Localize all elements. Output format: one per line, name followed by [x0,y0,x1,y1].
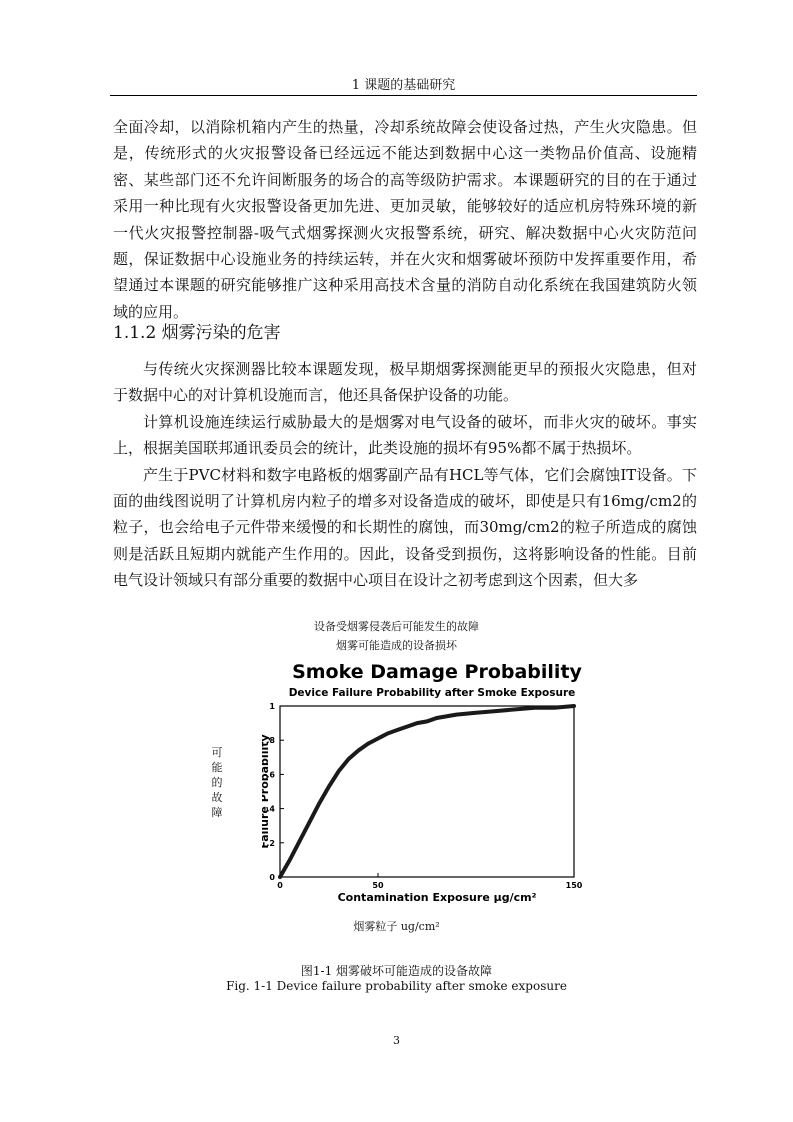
x-axis-ticks [277,873,583,890]
page-number: 3 [393,1034,400,1047]
figure-caption-en: Fig. 1-1 Device failure probability after smoke exposure [226,979,567,993]
y-tick-label: .2 [266,838,275,848]
x-axis-label: Contamination Exposure µg/cm² [337,891,537,904]
figure-caption-number-cn: 图1-1 烟雾破坏可能造成的设备故障 [300,964,493,978]
figure-caption-cn-2: 烟雾可能造成的设备损坏 [336,639,457,652]
chart-title: Smoke Damage Probability [292,661,582,683]
paragraph-1 [113,114,697,325]
paragraph-4: 产生于PVC材料和数字电路板的烟雾副产品有HCL等气体，它们会腐蚀IT设备。下面的曲线图说明了计算机房内粒子的增多对设备造成的破坏，即使是只有16mg/cm2的粒子，也会给电子元件带来缓慢的和长期性的腐蚀，而30mg/cm2的粒子所造成的腐蚀则是活跃且短期内就能产生作用的。因此，设备受到损伤，这将影响设备的性能。目前电气设计领域只有部分重要的数据中心项目在设计之初考虑到这个因素，但大多 [113,465,697,590]
y-tick-label: .8 [266,736,275,746]
paragraph-1-text: 全面冷却，以消除机箱内产生的热量，冷却系统故障会使设备过热，产生火灾隐患。但是，传统形式的火灾报警设备已经远远不能达到数据中心这一类物品价值高、设施精密、某些部门还不允许间断服务的场合的高等级防护需求。本课题研究的目的在于通过采用一种比现有火灾报警设备更加先进、更加灵敏，能够较好的适应机房特殊环境的新一代火灾报警控制器-吸气式烟雾探测火灾报警系统，研究、解决数据中心火灾防范问题，保证数据中心设施业务的持续运转，并在火灾和烟雾破坏预防中发挥重要作用，希望通过本课题的研究能够推广这种采用高技术含量的消防自动化系统在我国建筑防火领域的应用。 [113,118,697,321]
header-rule [110,95,697,96]
paragraph-3: 计算机设施连续运行威胁最大的是烟雾对电气设备的破坏，而非火灾的破坏。事实上，根据美国联邦通讯委员会的统计，此类设施的损坏有95%都不属于热损坏。 [113,412,697,458]
y-tick-label: .6 [266,770,275,780]
y-tick-label: 0 [269,873,275,882]
paragraph-2: 与传统火灾探测器比较本课题发现，极早期烟雾探测能更早的预报火灾隐患，但对于数据中心的对计算机设施而言，他还具备保护设备的功能。 [113,360,697,405]
section-body [113,356,697,594]
figure-caption-cn-1: 设备受烟雾侵袭后可能发生的故障 [314,620,479,633]
chart-subtitle: Device Failure Probability after Smoke Exposure [288,687,576,699]
running-header: 1 课题的基础研究 [351,78,456,93]
figure-ylabel-cn: 可能的故障 [211,746,223,819]
y-tick-label: 1 [269,702,275,711]
chart [262,660,602,910]
x-tick-label: 0 [277,881,283,890]
series-line [280,706,574,877]
x-tick-label: 150 [565,881,583,890]
figure-xunit-cn: 烟雾粒子 ug/cm² [353,920,440,933]
y-tick-label: .4 [266,804,275,814]
chart-svg [262,660,602,910]
y-axis-label: Failure Probability [262,734,271,849]
section-title: 1.1.2 烟雾污染的危害 [113,323,281,343]
x-tick-label: 50 [372,881,384,890]
